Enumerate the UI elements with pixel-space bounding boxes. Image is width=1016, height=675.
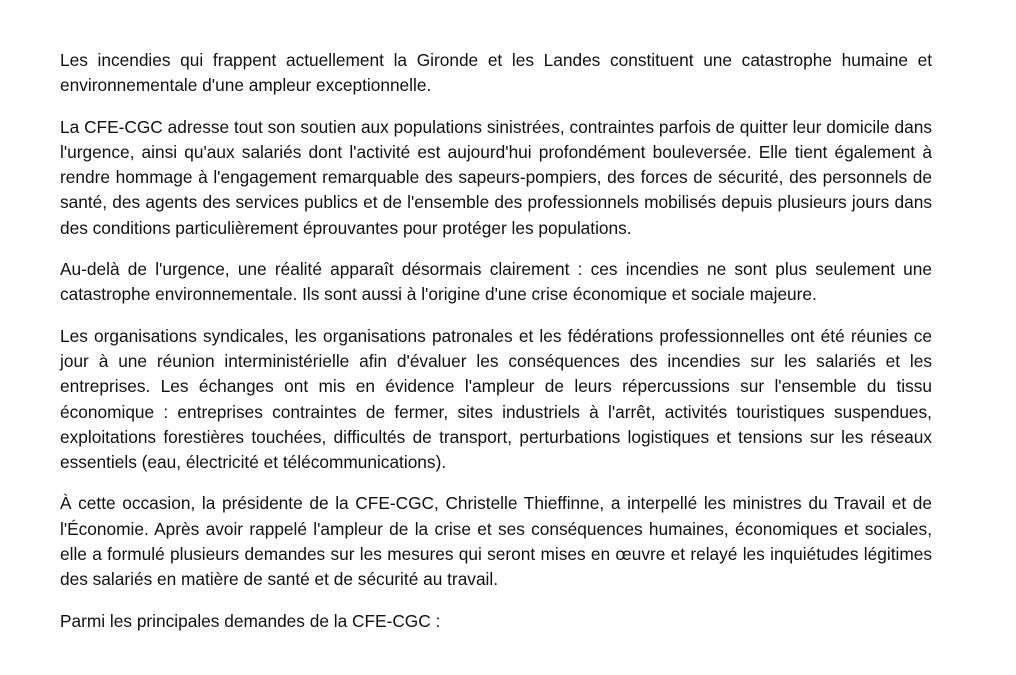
paragraph-demands-heading: Parmi les principales demandes de la CFE-CGC : xyxy=(60,610,441,631)
paragraph-meeting: Les organisations syndicales, les organisations patronales et les fédérations professionnelles ont été réunies ce jour à une réunion interministérielle afin d'évaluer les conséquences des incendies sur les salariés et les entreprises. Les échanges ont mis en évidence l'ampleur de leurs répercussions sur l'ensemble du tissu économique : entreprises contraintes de fermer, sites industriels à l'arrêt, activités touristiques suspendues, exploitations forestières touchées, difficultés de transport, perturbations logistiques et tensions sur les réseaux essentiels (eau, électricité et télécommunications). xyxy=(60,325,932,473)
paragraph-president: À cette occasion, la présidente de la CFE-CGC, Christelle Thieffinne, a interpellé les ministres du Travail et de l'Économie. Après avoir rappelé l'ampleur de la crise et ses conséquences humaines, économiques et sociales, elle a formulé plusieurs demandes sur les mesures qui seront mises en œuvre et relayé les inquiétudes légitimes des salariés en matière de santé et de sécurité au travail. xyxy=(60,493,932,590)
paragraph-crisis: Au-delà de l'urgence, une réalité apparaît désormais clairement : ces incendies ne sont plus seulement une catastrophe environnementale. Ils sont aussi à l'origine d'une crise économique et sociale majeure. xyxy=(60,259,932,305)
paragraph-intro: Les incendies qui frappent actuellement la Gironde et les Landes constituent une catastrophe humaine et environnementale d'une ampleur exceptionnelle. xyxy=(60,50,932,96)
document-body xyxy=(60,48,932,650)
paragraph-support: La CFE-CGC adresse tout son soutien aux populations sinistrées, contraintes parfois de quitter leur domicile dans l'urgence, ainsi qu'aux salariés dont l'activité est aujourd'hui profondément bouleversée. Elle tient également à rendre hommage à l'engagement remarquable des sapeurs-pompiers, des forces de sécurité, des personnels de santé, des agents des services publics et de l'ensemble des professionnels mobilisés depuis plusieurs jours dans des conditions particulièrement éprouvantes pour protéger les populations. xyxy=(60,116,932,238)
